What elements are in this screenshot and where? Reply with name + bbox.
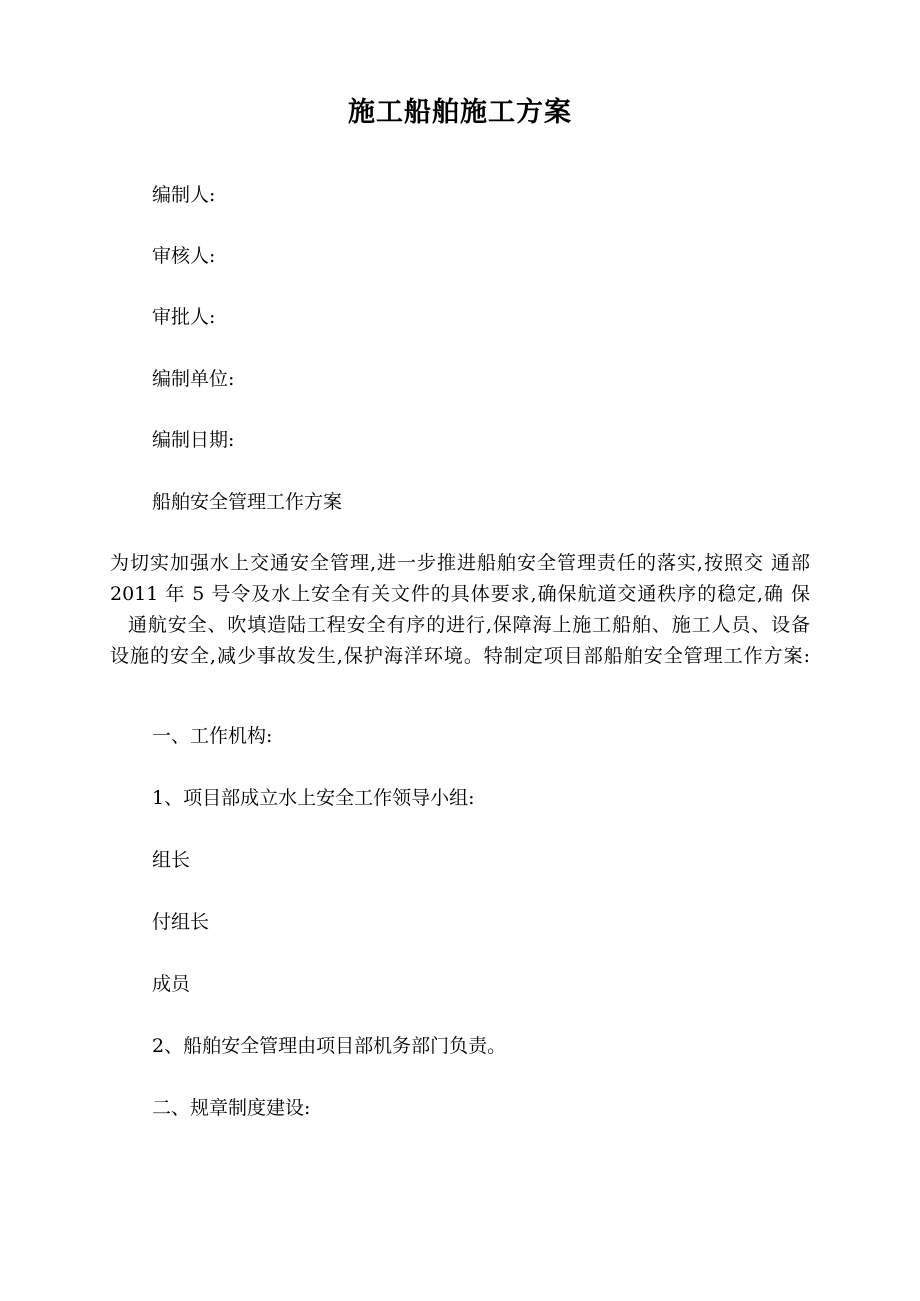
intro-paragraph <box>110 548 810 672</box>
field-compiler: 编制人: <box>152 184 216 206</box>
field-compiling-unit: 编制单位: <box>152 368 235 390</box>
intro-line: 设施的安全,减少事故发生,保护海洋环境。特制定项目部船舶安全管理工作方案: <box>110 645 810 667</box>
section-heading-regulations: 二、规章制度建设: <box>152 1097 311 1119</box>
role-leader: 组长 <box>152 849 191 871</box>
section-subtitle: 船舶安全管理工作方案 <box>152 491 343 513</box>
document-title: 施工船舶施工方案 <box>348 97 572 128</box>
section-heading-organization: 一、工作机构: <box>152 725 273 747</box>
field-approver: 审批人: <box>152 306 216 328</box>
role-members: 成员 <box>152 973 191 995</box>
item-ship-safety-management: 2、船舶安全管理由项目部机务部门负责。 <box>152 1035 507 1057</box>
field-compile-date: 编制日期: <box>152 429 235 451</box>
intro-line: 为切实加强水上交通安全管理,进一步推进船舶安全管理责任的落实,按照交 通部 <box>110 552 810 574</box>
item-safety-leading-group: 1、项目部成立水上安全工作领导小组: <box>152 787 475 809</box>
intro-line: 2011 年 5 号令及水上安全有关文件的具体要求,确保航道交通秩序的稳定,确 保 <box>110 583 810 605</box>
field-reviewer: 审核人: <box>152 245 216 267</box>
role-deputy-leader: 付组长 <box>152 911 210 933</box>
intro-line: 通航安全、吹填造陆工程安全有序的进行,保障海上施工船舶、施工人员、设备 <box>128 614 810 636</box>
